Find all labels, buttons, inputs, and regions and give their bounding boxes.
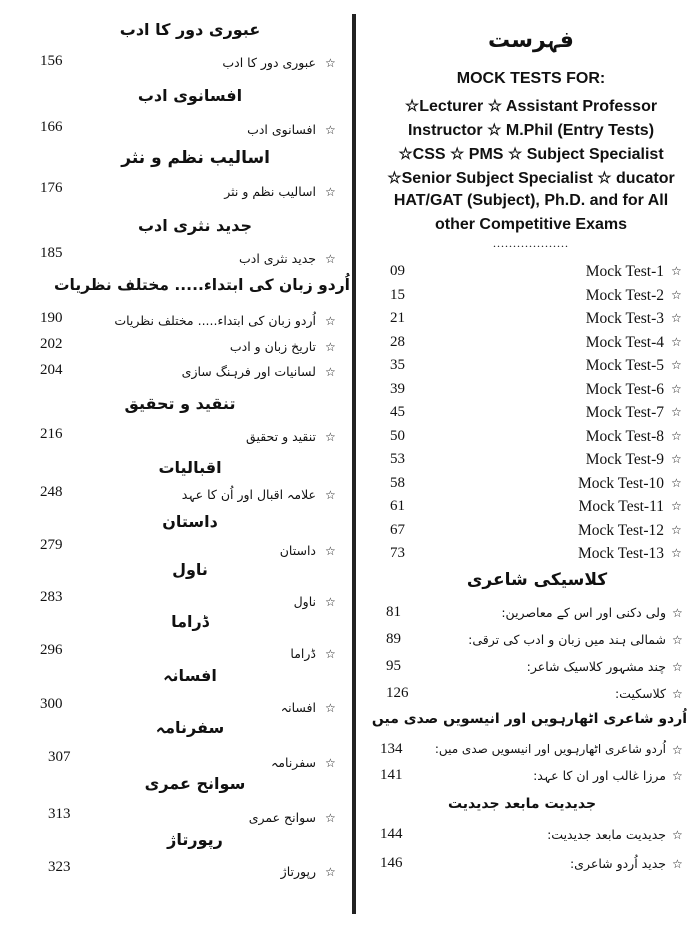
intro-line: MOCK TESTS FOR: (456, 70, 606, 87)
section-heading: رپورتاژ (167, 830, 223, 849)
section-heading: عبوری دور کا ادب (119, 20, 261, 39)
star-icon: ☆ (671, 288, 682, 302)
page-number: 313 (48, 806, 71, 822)
section-heading: اُردو شاعری اٹھارہویں اور انیسویں صدی میں (371, 711, 688, 727)
toc-entry[interactable]: سوانح عمری (248, 810, 316, 825)
intro-line: HAT/GAT (Subject), Ph.D. and for All (393, 192, 669, 209)
star-icon: ☆ (325, 595, 336, 609)
page-number: 190 (40, 310, 63, 326)
mock-test-entry[interactable]: Mock Test-6 (585, 381, 664, 398)
page-number: 28 (390, 334, 405, 350)
mock-test-entry[interactable]: Mock Test-5 (585, 357, 664, 374)
toc-entry[interactable]: کلاسکیت: (614, 686, 666, 701)
page-number: 73 (390, 545, 405, 561)
mock-test-entry[interactable]: Mock Test-4 (585, 334, 664, 351)
page-number: 53 (390, 451, 405, 467)
star-icon: ☆ (672, 687, 683, 701)
star-icon: ☆ (671, 335, 682, 349)
page-number: 248 (40, 484, 63, 500)
star-icon: ☆ (672, 743, 683, 757)
page-number: 283 (40, 589, 63, 605)
star-icon: ☆ (671, 311, 682, 325)
toc-entry[interactable]: علامہ اقبال اور اُن کا عہد (181, 487, 316, 502)
toc-entry[interactable]: ناول (293, 594, 316, 609)
star-icon: ☆ (671, 264, 682, 278)
star-icon: ☆ (671, 358, 682, 372)
section-heading: سوانح عمری (144, 774, 246, 793)
mock-test-entry[interactable]: Mock Test-10 (577, 475, 664, 492)
column-divider (352, 14, 356, 914)
section-heading: جدید نثری ادب (137, 216, 253, 235)
star-icon: ☆ (671, 546, 682, 560)
page-number: 21 (390, 310, 405, 326)
mock-test-entry[interactable]: Mock Test-8 (585, 428, 664, 445)
star-icon: ☆ (325, 430, 336, 444)
section-heading: افسانہ (163, 666, 217, 685)
toc-entry[interactable]: شمالی ہند میں زبان و ادب کی ترقی: (468, 632, 666, 647)
star-icon: ☆ (672, 828, 683, 842)
toc-entry[interactable]: تاریخ زبان و ادب (229, 339, 316, 354)
section-heading: سفرنامہ (155, 718, 225, 737)
star-icon: ☆ (325, 314, 336, 328)
section-heading: تنقید و تحقیق (124, 394, 236, 413)
separator-dots: ................... (493, 236, 569, 250)
page-number: 144 (380, 826, 403, 842)
star-icon: ☆ (325, 544, 336, 558)
star-icon: ☆ (671, 429, 682, 443)
page-number: 146 (380, 855, 403, 871)
page-number: 296 (40, 642, 63, 658)
page-number: 15 (390, 287, 405, 303)
right-column (362, 0, 700, 945)
star-icon: ☆ (325, 340, 336, 354)
mock-test-entry[interactable]: Mock Test-2 (585, 287, 664, 304)
section-heading: اسالیب نظم و نثر (121, 148, 270, 168)
page-number: 166 (40, 119, 63, 135)
section-heading: داستان (162, 512, 218, 531)
toc-entry[interactable]: اسالیب نظم و نثر (224, 184, 316, 199)
page-number: 09 (390, 263, 405, 279)
intro-line: ☆Senior Subject Specialist ☆ ducator (387, 170, 675, 187)
toc-entry[interactable]: چند مشہور کلاسیک شاعر: (526, 659, 666, 674)
page-number: 126 (386, 685, 409, 701)
intro-line: ☆CSS ☆ PMS ☆ Subject Specialist (398, 146, 664, 163)
page-number: 279 (40, 537, 63, 553)
page-number: 156 (40, 53, 63, 69)
star-icon: ☆ (325, 56, 336, 70)
mock-test-entry[interactable]: Mock Test-11 (578, 498, 664, 515)
star-icon: ☆ (672, 769, 683, 783)
mock-test-entry[interactable]: Mock Test-1 (585, 263, 664, 280)
toc-entry[interactable]: جدید نثری ادب (238, 251, 316, 266)
star-icon: ☆ (325, 488, 336, 502)
page-number: 134 (380, 741, 403, 757)
star-icon: ☆ (671, 499, 682, 513)
page-number: 300 (40, 696, 63, 712)
page-number: 204 (40, 362, 63, 378)
page-number: 141 (380, 767, 403, 783)
page-number: 95 (386, 658, 401, 674)
toc-entry[interactable]: اُردو زبان کی ابتداء..... مختلف نظریات (114, 313, 316, 328)
star-icon: ☆ (325, 185, 336, 199)
page-number: 67 (390, 522, 405, 538)
star-icon: ☆ (325, 701, 336, 715)
star-icon: ☆ (325, 252, 336, 266)
mock-test-entry[interactable]: Mock Test-12 (577, 522, 664, 539)
page-number: 176 (40, 180, 63, 196)
section-heading: کلاسیکی شاعری (466, 570, 608, 590)
page-number: 202 (40, 336, 63, 352)
star-icon: ☆ (325, 865, 336, 879)
toc-entry[interactable]: رپورتاژ (280, 864, 316, 879)
page-number: 81 (386, 604, 401, 620)
toc-entry[interactable]: عبوری دور کا ادب (222, 55, 316, 70)
toc-entry[interactable]: داستان (279, 543, 316, 558)
page-number: 45 (390, 404, 405, 420)
star-icon: ☆ (672, 633, 683, 647)
toc-entry[interactable]: مرزا غالب اور ان کا عہد: (533, 768, 666, 783)
section-heading: جدیدیت مابعد جدیدیت (447, 796, 597, 812)
star-icon: ☆ (671, 523, 682, 537)
section-heading: افسانوی ادب (137, 86, 243, 105)
star-icon: ☆ (671, 405, 682, 419)
toc-entry[interactable]: جدید اُردو شاعری: (569, 856, 666, 871)
page-number: 61 (390, 498, 405, 514)
star-icon: ☆ (671, 476, 682, 490)
page-number: 323 (48, 859, 71, 875)
toc-entry[interactable]: جدیدیت مابعد جدیدیت: (547, 827, 666, 842)
star-icon: ☆ (325, 811, 336, 825)
page-number: 58 (390, 475, 405, 491)
mock-test-entry[interactable]: Mock Test-3 (585, 310, 664, 327)
star-icon: ☆ (671, 452, 682, 466)
mock-test-entry[interactable]: Mock Test-9 (585, 451, 664, 468)
star-icon: ☆ (325, 647, 336, 661)
star-icon: ☆ (672, 660, 683, 674)
page-number: 216 (40, 426, 63, 442)
toc-entry[interactable]: لسانیات اور فرہنگ سازی (181, 364, 316, 379)
star-icon: ☆ (671, 382, 682, 396)
section-heading: اُردو زبان کی ابتداء..... مختلف نظریات (53, 276, 350, 294)
mock-test-entry[interactable]: Mock Test-7 (585, 404, 664, 421)
toc-entry[interactable]: افسانوی ادب (247, 122, 316, 137)
toc-entry[interactable]: ولی دکنی اور اس کے معاصرین: (501, 605, 666, 620)
page-number: 185 (40, 245, 63, 261)
page-number: 50 (390, 428, 405, 444)
page-number: 35 (390, 357, 405, 373)
toc-entry[interactable]: اُردو شاعری اٹھارہویں اور انیسویں صدی میں: (434, 742, 666, 756)
intro-line: Instructor ☆ M.Phil (Entry Tests) (407, 122, 655, 139)
page-number: 307 (48, 749, 71, 765)
star-icon: ☆ (325, 756, 336, 770)
section-heading: اقبالیات (158, 458, 222, 477)
toc-entry[interactable]: سفرنامہ (270, 755, 316, 770)
intro-line: ☆Lecturer ☆ Assistant Professor (404, 98, 658, 115)
toc-entry[interactable]: افسانہ (280, 700, 316, 715)
toc-entry[interactable]: ڈراما (290, 646, 316, 661)
section-heading: ڈراما (171, 612, 209, 631)
star-icon: ☆ (325, 123, 336, 137)
star-icon: ☆ (325, 365, 336, 379)
page-title: فہرست (488, 28, 574, 53)
mock-test-entry[interactable]: Mock Test-13 (577, 545, 664, 562)
page-number: 89 (386, 631, 401, 647)
section-heading: ناول (172, 560, 208, 579)
intro-line: other Competitive Exams (434, 216, 628, 233)
star-icon: ☆ (672, 606, 683, 620)
page-number: 39 (390, 381, 405, 397)
toc-entry[interactable]: تنقید و تحقیق (246, 429, 316, 444)
star-icon: ☆ (672, 857, 683, 871)
